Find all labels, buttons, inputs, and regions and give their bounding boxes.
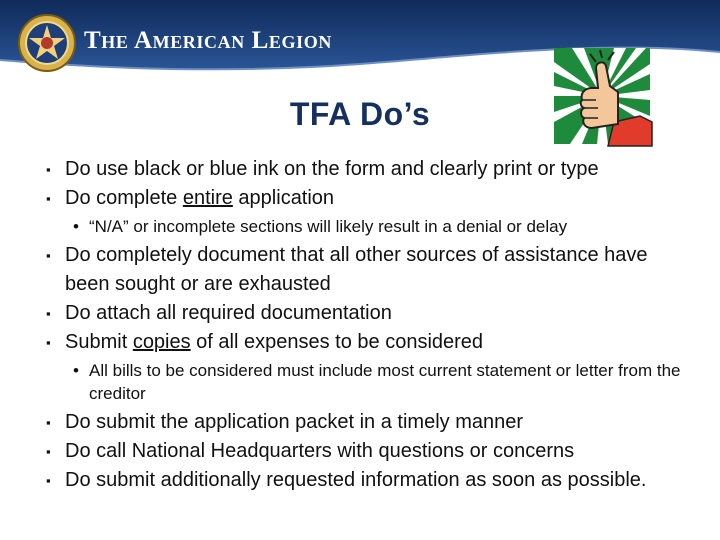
square-bullet-icon: ▪ [46, 162, 51, 177]
bullet-text-pre: Do complete [65, 187, 183, 209]
sub-bullet-item [46, 359, 686, 405]
square-bullet-icon: ▪ [46, 415, 51, 430]
american-legion-emblem-icon [18, 14, 76, 72]
square-bullet-icon: ▪ [46, 306, 51, 321]
dot-bullet-icon: • [73, 361, 79, 380]
dot-bullet-icon: • [73, 217, 79, 236]
square-bullet-icon: ▪ [46, 191, 51, 206]
bullet-item [46, 184, 686, 213]
bullet-text: Do completely document that all other sources of assistance have been sought or are exhausted [65, 244, 648, 295]
bullet-text: Do submit additionally requested information as soon as possible. [65, 469, 647, 491]
bullet-text: Do submit the application packet in a timely manner [65, 411, 524, 433]
bullet-text-post: application [232, 187, 335, 209]
sub-bullet-text: “N/A” or incomplete sections will likely result in a denial or delay [89, 217, 568, 236]
org-name: The American Legion [84, 27, 332, 54]
bullet-item [46, 299, 686, 328]
bullet-item [46, 328, 686, 357]
sub-bullet-item [46, 215, 686, 238]
sub-bullet-text: All bills to be considered must include most current statement or letter from the creditor [89, 361, 681, 403]
bullet-text-pre: Submit [65, 331, 133, 353]
bullet-item [46, 241, 686, 299]
thumbs-up-icon [552, 42, 654, 148]
bullet-item [46, 466, 686, 495]
square-bullet-icon: ▪ [46, 444, 51, 459]
bullet-text-underlined: copies [132, 331, 191, 353]
bullet-text: Do attach all required documentation [65, 302, 392, 324]
square-bullet-icon: ▪ [46, 248, 51, 263]
bullet-item [46, 437, 686, 466]
square-bullet-icon: ▪ [46, 335, 51, 350]
bullet-item [46, 408, 686, 437]
square-bullet-icon: ▪ [46, 473, 51, 488]
bullet-text-underlined: entire [182, 187, 233, 209]
bullet-text: Do call National Headquarters with questions or concerns [65, 440, 575, 462]
slide-title: TFA Do’s [289, 96, 431, 132]
bullet-text: Do use black or blue ink on the form and clearly print or type [65, 158, 599, 180]
bullet-item [46, 155, 686, 184]
bullet-list [46, 155, 686, 495]
bullet-text-post: of all expenses to be considered [190, 331, 484, 353]
